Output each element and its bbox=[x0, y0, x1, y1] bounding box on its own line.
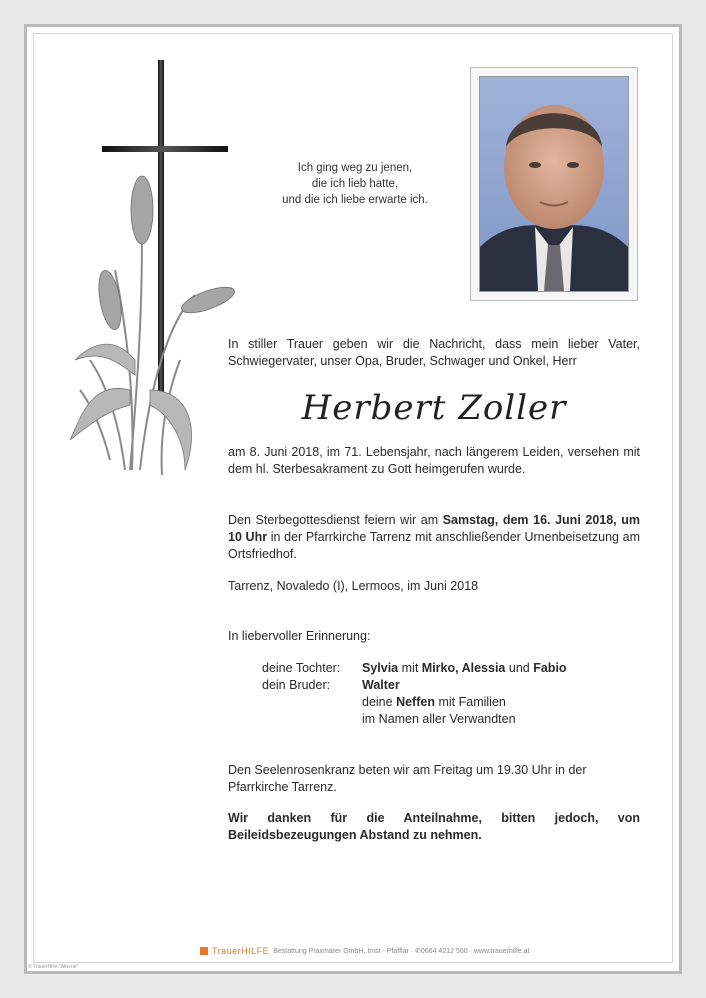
quote bbox=[260, 160, 450, 208]
footer-logo: TrauerHILFE bbox=[212, 946, 270, 956]
thanks-text: Wir danken für die Anteilnahme, bitten jedoch, von Beileidsbezeugungen Abstand zu nehmen. bbox=[228, 811, 640, 842]
rosary-text: Den Seelenrosenkranz beten wir am Freitag um 19.30 Uhr in der Pfarrkirche Tarrenz. bbox=[228, 763, 587, 794]
mourner-row-relatives bbox=[262, 711, 567, 728]
mourner-row-daughter bbox=[262, 660, 567, 677]
service-pre: Den Sterbegottesdienst feiern wir am bbox=[228, 513, 443, 527]
service-date: Samstag, dem 16. Juni 2018, um 10 Uhr bbox=[228, 513, 640, 544]
place-date: Tarrenz, Novaledo (I), Lermoos, im Juni 2018 bbox=[228, 579, 479, 593]
mourner-names: deine Neffen mit Familien bbox=[362, 695, 506, 709]
cross-wheat-emblem bbox=[70, 60, 240, 490]
mourner-names: im Namen aller Verwandten bbox=[362, 712, 516, 726]
copyright: © TrauerHilfe "Athene" bbox=[28, 964, 79, 970]
wheat-heads bbox=[95, 176, 237, 331]
cross-vertical bbox=[158, 60, 164, 400]
quote-line-1: Ich ging weg zu jenen, bbox=[297, 162, 413, 174]
quote-line-2: die ich lieb hatte, bbox=[311, 178, 399, 190]
mourner-names: Walter bbox=[362, 678, 400, 692]
death-text: am 8. Juni 2018, im 71. Lebensjahr, nach längerem Leiden, versehen mit dem hl. Sterbesakrament zu Gott heimgerufen wurde. bbox=[228, 445, 640, 476]
cross-horizontal bbox=[102, 146, 228, 152]
service-text bbox=[228, 512, 640, 563]
mourner-label: dein Bruder: bbox=[262, 678, 331, 692]
mourner-row-nephews bbox=[262, 694, 567, 711]
intro-text: In stiller Trauer geben wir die Nachricht, dass mein lieber Vater, Schwiegervater, unser Opa, Bruder, Schwager und Onkel, Herr bbox=[228, 337, 640, 368]
portrait-frame bbox=[470, 67, 638, 301]
quote-line-3: und die ich liebe erwarte ich. bbox=[282, 194, 428, 206]
service-post: in der Pfarrkirche Tarrenz mit anschließender Urnenbeisetzung am Ortsfriedhof. bbox=[228, 530, 641, 561]
deceased-name: Herbert Zoller bbox=[301, 388, 567, 428]
mourner-label: deine Tochter: bbox=[262, 661, 341, 675]
memory-heading: In liebervoller Erinnerung: bbox=[228, 629, 371, 643]
footer-company: Bestattung Praxmarer GmbH, Imst - Pfafflar · ✆0664 4212 560 · www.trauerhilfe.at bbox=[273, 948, 530, 955]
trauerhilfe-logo-icon bbox=[200, 947, 208, 955]
footer bbox=[200, 946, 529, 956]
mourner-names: Sylvia mit Mirko, Alessia und Fabio bbox=[362, 661, 567, 675]
mourners-list bbox=[262, 660, 567, 728]
portrait-photo bbox=[479, 76, 629, 292]
mourner-row-brother bbox=[262, 677, 567, 694]
